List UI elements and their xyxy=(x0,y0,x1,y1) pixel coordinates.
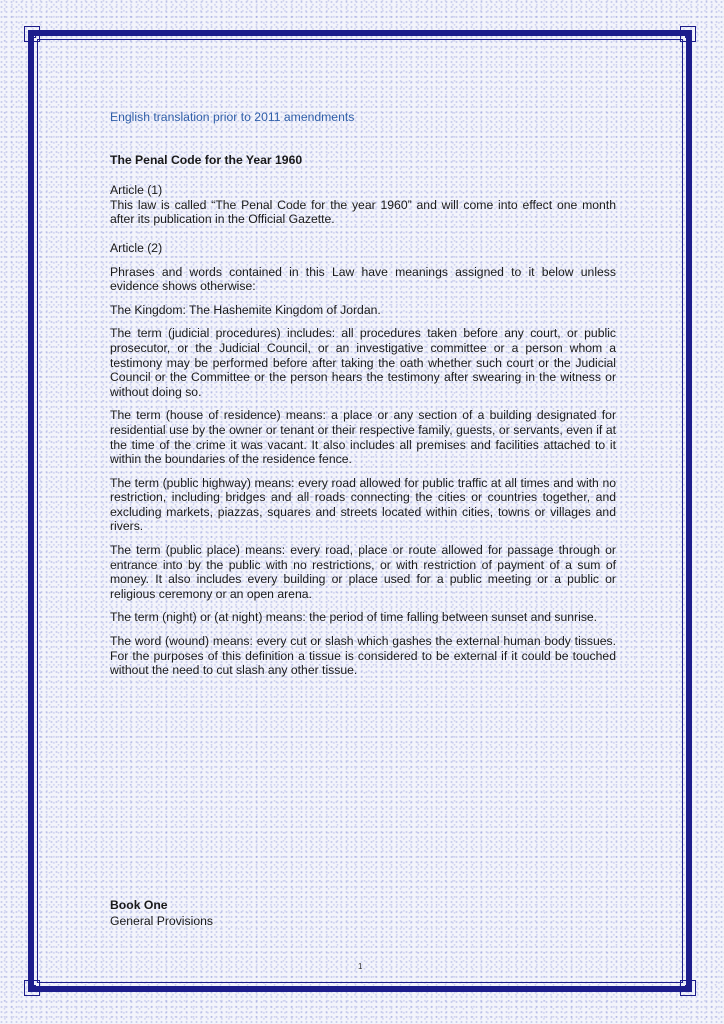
page-number: 1 xyxy=(358,962,363,971)
book-subtitle: General Provisions xyxy=(110,914,213,928)
article-heading: Article (1) xyxy=(110,183,163,198)
definition-house-of-residence: The term (house of residence) means: a place or any section of a building designated for residential use by the owner or tenant or their respective family, guests, or servants, even if at the time of the crime it was vacant. It also includes all premises and facilities attached to it within the boundaries of the residence fence. xyxy=(110,408,616,467)
definition-kingdom: The Kingdom: The Hashemite Kingdom of Jordan. xyxy=(110,302,381,317)
definition-wound: The word (wound) means: every cut or slash which gashes the external human body tissues. For the purposes of this definition a tissue is considered to be external if it could be touched without the need to cut slash any other tissue. xyxy=(110,634,616,678)
definition-night: The term (night) or (at night) means: the period of time falling between sunset and sunrise. xyxy=(110,610,598,625)
article-paragraph: Phrases and words contained in this Law have meanings assigned to it below unless evidence shows otherwise: xyxy=(110,264,616,294)
definition-judicial-procedures: The term (judicial procedures) includes: all procedures taken before any court, or public prosecutor, or the Judicial Council, or an investigative committee or a person whom a testimony may be performed before after taking the oath whether such court or the Judicial Council or the Committee or the person hears the testimony after swearing in the witness or without doing so. xyxy=(110,326,616,399)
article-heading: Article (2) xyxy=(110,240,163,255)
book-heading xyxy=(110,897,410,929)
corner-ornament-bottom-right xyxy=(680,980,696,996)
definition-public-highway: The term (public highway) means: every road allowed for public traffic at all times and with no restriction, including bridges and all roads connecting the cities or countries together, and excluding markets, piazzas, squares and streets located within cities, towns or villages and rivers. xyxy=(110,475,616,534)
document-title: The Penal Code for the Year 1960 xyxy=(110,152,303,167)
article-1 xyxy=(110,183,616,227)
document-body xyxy=(110,110,616,687)
definition-public-place: The term (public place) means: every road, place or route allowed for passage through or entrance into by the public with no restrictions, or with restriction of payment of a sum of money. It also includes every building or place used for a public meeting or a public or religious ceremony or an open arena. xyxy=(110,543,616,601)
corner-ornament-top-right xyxy=(680,26,696,42)
article-2 xyxy=(110,241,616,678)
translation-note: English translation prior to 2011 amendments xyxy=(110,110,355,124)
corner-ornament-bottom-left xyxy=(24,980,40,996)
article-paragraph: This law is called “The Penal Code for the year 1960” and will come into effect one month after its publication in the Official Gazette. xyxy=(110,197,616,227)
book-title: Book One xyxy=(110,898,168,912)
corner-ornament-top-left xyxy=(24,26,40,42)
